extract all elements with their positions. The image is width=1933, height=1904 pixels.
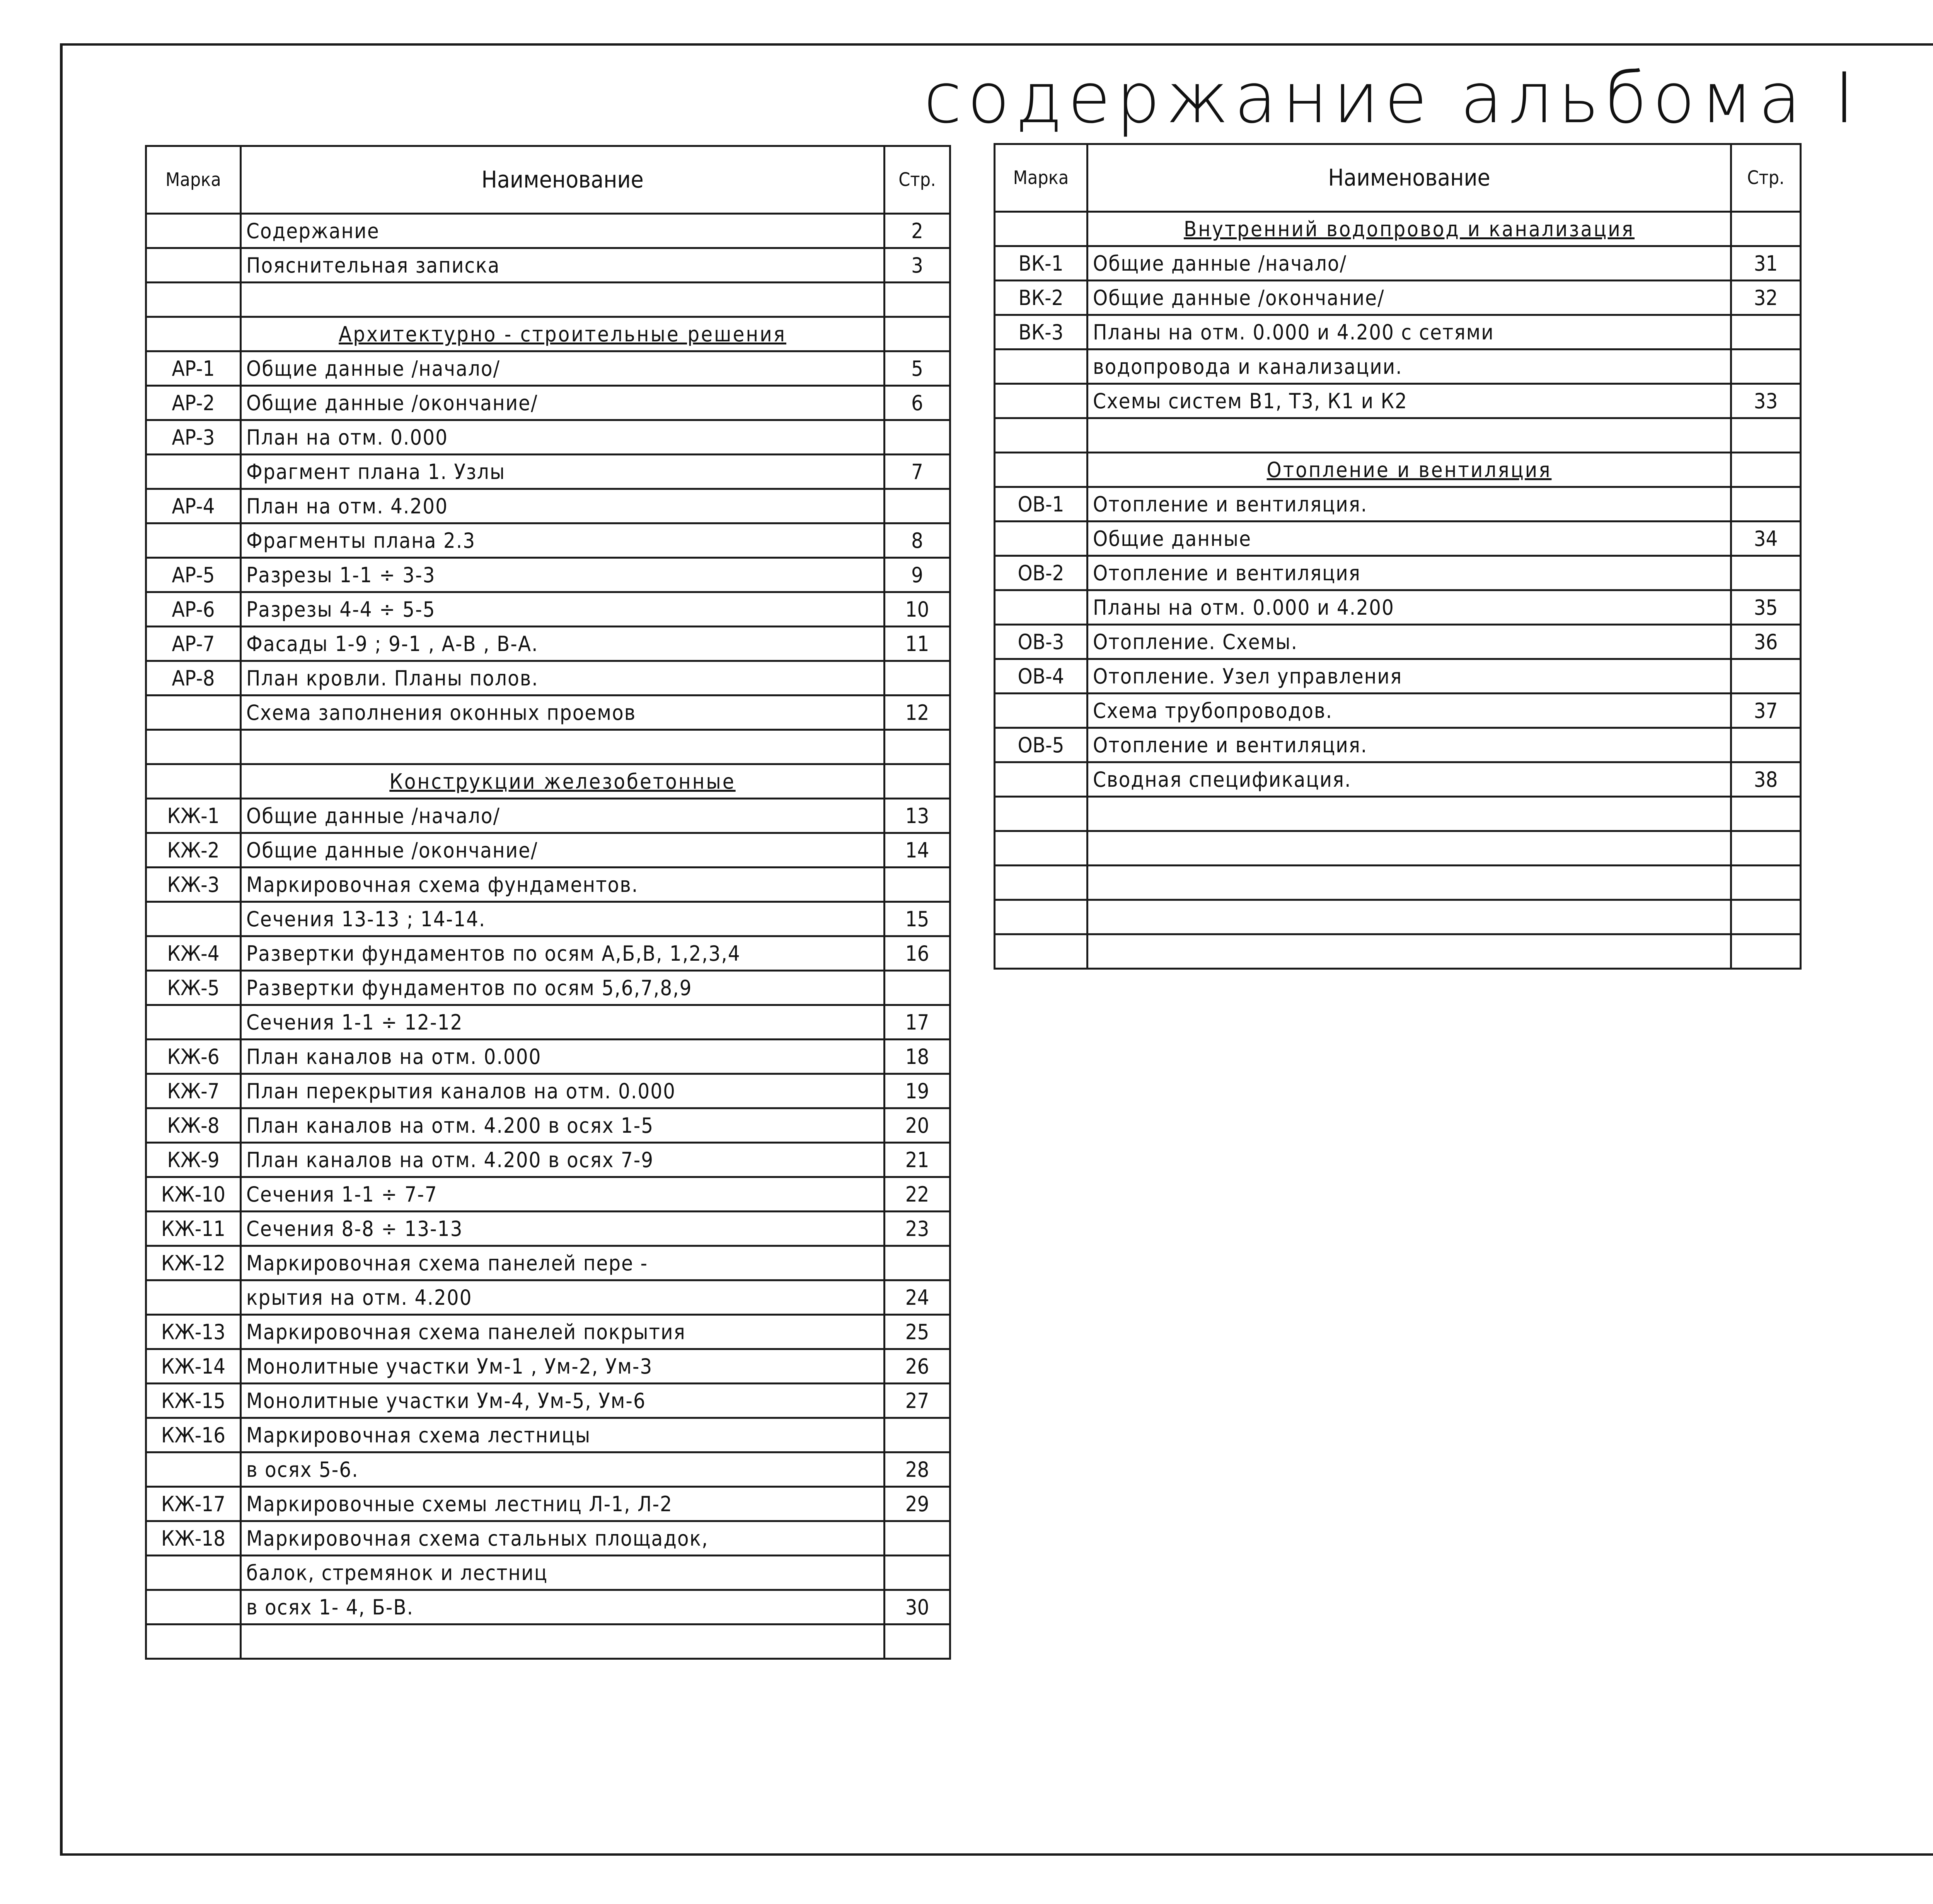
cell-name: Схема заполнения оконных проемов [241,695,885,730]
album-title: содержание альбома I [923,58,1860,139]
cell-page: 25 [885,1315,950,1349]
table-row [995,418,1801,453]
cell-name: Маркировочная схема панелей пере - [241,1246,885,1280]
table-row [146,489,950,523]
table-row [995,487,1801,522]
cell-mark [995,831,1088,866]
cell-mark [146,523,241,558]
cell-mark [146,764,241,799]
table-row [146,1212,950,1246]
table-row [146,1487,950,1521]
cell-mark: КЖ-16 [146,1418,241,1452]
cell-name: Планы на отм. 0.000 и 4.200 с сетями [1088,315,1731,349]
cell-page [885,1624,950,1659]
table-row [995,522,1801,556]
cell-mark: КЖ-3 [146,868,241,902]
cell-name: Отопление. Схемы. [1088,625,1731,659]
cell-name: в осях 5-6. [241,1452,885,1487]
table-row [146,351,950,386]
table-row [995,659,1801,694]
cell-page: 23 [885,1212,950,1246]
cell-mark: КЖ-8 [146,1108,241,1143]
cell-mark: КЖ-17 [146,1487,241,1521]
table-row [995,934,1801,969]
cell-page: 22 [885,1177,950,1212]
cell-name: План каналов на отм. 0.000 [241,1040,885,1074]
cell-page: 37 [1731,694,1801,728]
cell-mark [995,522,1088,556]
cell-name: Общие данные /начало/ [241,351,885,386]
cell-name: Сечения 8-8 ÷ 13-13 [241,1212,885,1246]
table-row [146,214,950,248]
cell-name: Общие данные /начало/ [241,799,885,833]
table-row [995,212,1801,246]
cell-mark [146,317,241,351]
header-mark: Марка [146,146,241,214]
cell-page [885,764,950,799]
cell-name: Содержание [241,214,885,248]
cell-page [1731,349,1801,384]
cell-page: 7 [885,455,950,489]
cell-name: Разрезы 1-1 ÷ 3-3 [241,558,885,592]
table-row [995,831,1801,866]
table-row [995,762,1801,797]
table-row [146,1556,950,1590]
cell-page [1731,556,1801,590]
cell-name [1088,934,1731,969]
table-row [146,1624,950,1659]
cell-name: Сечения 1-1 ÷ 7-7 [241,1177,885,1212]
cell-page [885,420,950,455]
table-row [146,1177,950,1212]
cell-page [1731,797,1801,831]
cell-mark [146,902,241,936]
cell-mark: ОВ-4 [995,659,1088,694]
cell-name [1088,900,1731,934]
cell-page: 29 [885,1487,950,1521]
cell-page: 13 [885,799,950,833]
table-row [146,592,950,627]
cell-page [1731,728,1801,762]
cell-mark [146,248,241,283]
cell-name: Маркировочная схема панелей покрытия [241,1315,885,1349]
cell-page: 10 [885,592,950,627]
table-row [995,453,1801,487]
cell-mark: ВК-1 [995,246,1088,281]
table-row [995,866,1801,900]
cell-name: Сечения 1-1 ÷ 12-12 [241,1005,885,1040]
cell-name: балок, стремянок и лестниц [241,1556,885,1590]
cell-mark: КЖ-18 [146,1521,241,1556]
contents-table-right [994,143,1802,970]
cell-mark [146,1556,241,1590]
table-row [146,523,950,558]
table-row [146,558,950,592]
table-row [146,1005,950,1040]
cell-mark: КЖ-9 [146,1143,241,1177]
cell-name: Развертки фундаментов по осям 5,6,7,8,9 [241,971,885,1005]
cell-page: 30 [885,1590,950,1624]
cell-page [885,1521,950,1556]
cell-page [1731,934,1801,969]
cell-page: 18 [885,1040,950,1074]
cell-name: Общие данные [1088,522,1731,556]
cell-mark: АР-5 [146,558,241,592]
table-row [146,1280,950,1315]
table-row [146,695,950,730]
cell-mark: КЖ-7 [146,1074,241,1108]
cell-name: План на отм. 4.200 [241,489,885,523]
cell-mark [995,797,1088,831]
contents-table-left [145,145,951,1660]
cell-page: 38 [1731,762,1801,797]
cell-page: 27 [885,1384,950,1418]
cell-mark: КЖ-6 [146,1040,241,1074]
cell-name [1088,831,1731,866]
table-row [146,1418,950,1452]
cell-name: в осях 1- 4, Б-В. [241,1590,885,1624]
cell-mark: АР-8 [146,661,241,695]
cell-page [885,1246,950,1280]
table-row [995,728,1801,762]
table-row [146,936,950,971]
cell-page: 31 [1731,246,1801,281]
table-row [146,627,950,661]
cell-page: 3 [885,248,950,283]
cell-mark [146,1624,241,1659]
cell-page: 35 [1731,590,1801,625]
cell-mark: КЖ-4 [146,936,241,971]
cell-page: 28 [885,1452,950,1487]
table-row [146,902,950,936]
cell-page: 11 [885,627,950,661]
cell-page: 15 [885,902,950,936]
cell-mark: ОВ-2 [995,556,1088,590]
cell-name: План кровли. Планы полов. [241,661,885,695]
table-row [146,1074,950,1108]
cell-name: План перекрытия каналов на отм. 0.000 [241,1074,885,1108]
cell-page [885,971,950,1005]
cell-mark [995,866,1088,900]
cell-mark: КЖ-12 [146,1246,241,1280]
table-row [146,248,950,283]
cell-page: 14 [885,833,950,868]
cell-mark [995,762,1088,797]
cell-mark: КЖ-11 [146,1212,241,1246]
header-mark: Марка [995,144,1088,212]
cell-name: Внутренний водопровод и канализация [1088,212,1731,246]
cell-page [885,1418,950,1452]
cell-page: 6 [885,386,950,420]
cell-mark: АР-1 [146,351,241,386]
cell-name: Планы на отм. 0.000 и 4.200 [1088,590,1731,625]
cell-page [885,489,950,523]
table-row [146,1108,950,1143]
cell-name: крытия на отм. 4.200 [241,1280,885,1315]
cell-name [241,730,885,764]
cell-mark [995,349,1088,384]
cell-name: Архитектурно - строительные решения [241,317,885,351]
cell-name: Общие данные /окончание/ [241,386,885,420]
cell-name: Сводная спецификация. [1088,762,1731,797]
cell-name: Схемы систем В1, Т3, К1 и К2 [1088,384,1731,418]
table-row [146,1452,950,1487]
cell-mark [146,730,241,764]
cell-name: Монолитные участки Ум-1 , Ум-2, Ум-3 [241,1349,885,1384]
table-row [146,799,950,833]
cell-page [1731,659,1801,694]
cell-mark [146,695,241,730]
cell-mark [995,384,1088,418]
cell-page [885,283,950,317]
cell-mark: ВК-2 [995,281,1088,315]
cell-name: Схема трубопроводов. [1088,694,1731,728]
cell-page [885,317,950,351]
cell-name: Отопление. Узел управления [1088,659,1731,694]
cell-name: водопровода и канализации. [1088,349,1731,384]
cell-page: 21 [885,1143,950,1177]
cell-page: 32 [1731,281,1801,315]
cell-name: Отопление и вентиляция. [1088,487,1731,522]
header-page: Стр. [1731,144,1801,212]
table-row [146,833,950,868]
table-row [146,455,950,489]
cell-page: 5 [885,351,950,386]
cell-page: 2 [885,214,950,248]
cell-mark: ОВ-3 [995,625,1088,659]
cell-page: 24 [885,1280,950,1315]
header-name: Наименование [241,146,885,214]
header-name: Наименование [1088,144,1731,212]
table-row [995,246,1801,281]
cell-page [1731,487,1801,522]
cell-name: Сечения 13-13 ; 14-14. [241,902,885,936]
cell-name [241,1624,885,1659]
cell-mark [146,214,241,248]
cell-mark: ВК-3 [995,315,1088,349]
cell-page: 34 [1731,522,1801,556]
cell-name: Монолитные участки Ум-4, Ум-5, Ум-6 [241,1384,885,1418]
cell-mark [995,900,1088,934]
cell-mark [995,694,1088,728]
cell-mark [146,1005,241,1040]
cell-mark: КЖ-13 [146,1315,241,1349]
cell-name: Маркировочная схема фундаментов. [241,868,885,902]
cell-name: Маркировочная схема лестницы [241,1418,885,1452]
cell-name: Конструкции железобетонные [241,764,885,799]
cell-name [1088,866,1731,900]
cell-name: Маркировочные схемы лестниц Л-1, Л-2 [241,1487,885,1521]
cell-mark: ОВ-5 [995,728,1088,762]
cell-mark [146,455,241,489]
cell-mark: КЖ-15 [146,1384,241,1418]
cell-mark: АР-7 [146,627,241,661]
cell-page: 16 [885,936,950,971]
cell-page [1731,453,1801,487]
table-row [146,420,950,455]
cell-page [1731,418,1801,453]
cell-name: План на отм. 0.000 [241,420,885,455]
table-row [995,900,1801,934]
cell-mark [995,590,1088,625]
cell-name: Отопление и вентиляция [1088,453,1731,487]
cell-page: 12 [885,695,950,730]
table-row [995,281,1801,315]
cell-page [1731,866,1801,900]
table-row [995,556,1801,590]
cell-name: Отопление и вентиляция. [1088,728,1731,762]
cell-mark: АР-2 [146,386,241,420]
table-row [146,386,950,420]
table-row [146,1521,950,1556]
cell-name: Разрезы 4-4 ÷ 5-5 [241,592,885,627]
table-row [995,694,1801,728]
cell-page [885,868,950,902]
table-row [146,1315,950,1349]
cell-mark: АР-6 [146,592,241,627]
cell-mark [995,934,1088,969]
cell-name [1088,418,1731,453]
table-row [995,625,1801,659]
cell-mark: КЖ-5 [146,971,241,1005]
cell-name: Отопление и вентиляция [1088,556,1731,590]
cell-mark: АР-3 [146,420,241,455]
cell-name: Развертки фундаментов по осям А,Б,В, 1,2,3,4 [241,936,885,971]
table-row [995,384,1801,418]
table-header-row [146,146,950,214]
table-row [146,1349,950,1384]
cell-name [1088,797,1731,831]
cell-page [1731,831,1801,866]
cell-mark [146,283,241,317]
cell-name: Пояснительная записка [241,248,885,283]
table-row [146,971,950,1005]
table-header-row [995,144,1801,212]
cell-page: 17 [885,1005,950,1040]
cell-page [885,1556,950,1590]
cell-mark [995,453,1088,487]
cell-mark: АР-4 [146,489,241,523]
cell-page [885,730,950,764]
cell-page [1731,212,1801,246]
cell-name: Фрагменты плана 2.3 [241,523,885,558]
cell-name: Фрагмент плана 1. Узлы [241,455,885,489]
cell-mark: КЖ-1 [146,799,241,833]
table-row [146,1040,950,1074]
cell-page: 9 [885,558,950,592]
cell-name: План каналов на отм. 4.200 в осях 7-9 [241,1143,885,1177]
table-row [995,590,1801,625]
cell-mark [146,1590,241,1624]
cell-page: 33 [1731,384,1801,418]
table-row [146,317,950,351]
cell-page: 26 [885,1349,950,1384]
cell-name: Общие данные /окончание/ [241,833,885,868]
table-row [995,349,1801,384]
cell-mark: ОВ-1 [995,487,1088,522]
cell-mark: КЖ-14 [146,1349,241,1384]
cell-page: 20 [885,1108,950,1143]
table-row [995,315,1801,349]
table-row [146,661,950,695]
cell-mark: КЖ-10 [146,1177,241,1212]
cell-page [885,661,950,695]
table-row [146,1384,950,1418]
table-row [146,1246,950,1280]
cell-mark [146,1452,241,1487]
cell-page [1731,315,1801,349]
cell-mark [146,1280,241,1315]
cell-mark [995,212,1088,246]
table-row [146,764,950,799]
header-page: Стр. [885,146,950,214]
table-row [146,1590,950,1624]
cell-page: 8 [885,523,950,558]
table-row [146,283,950,317]
cell-page: 36 [1731,625,1801,659]
table-row [146,868,950,902]
cell-name: Фасады 1-9 ; 9-1 , А-В , В-А. [241,627,885,661]
cell-name: Общие данные /начало/ [1088,246,1731,281]
cell-mark: КЖ-2 [146,833,241,868]
cell-name: Общие данные /окончание/ [1088,281,1731,315]
table-row [995,797,1801,831]
cell-page: 19 [885,1074,950,1108]
cell-name: Маркировочная схема стальных площадок, [241,1521,885,1556]
cell-name: План каналов на отм. 4.200 в осях 1-5 [241,1108,885,1143]
table-row [146,1143,950,1177]
cell-name [241,283,885,317]
cell-page [1731,900,1801,934]
table-row [146,730,950,764]
cell-mark [995,418,1088,453]
